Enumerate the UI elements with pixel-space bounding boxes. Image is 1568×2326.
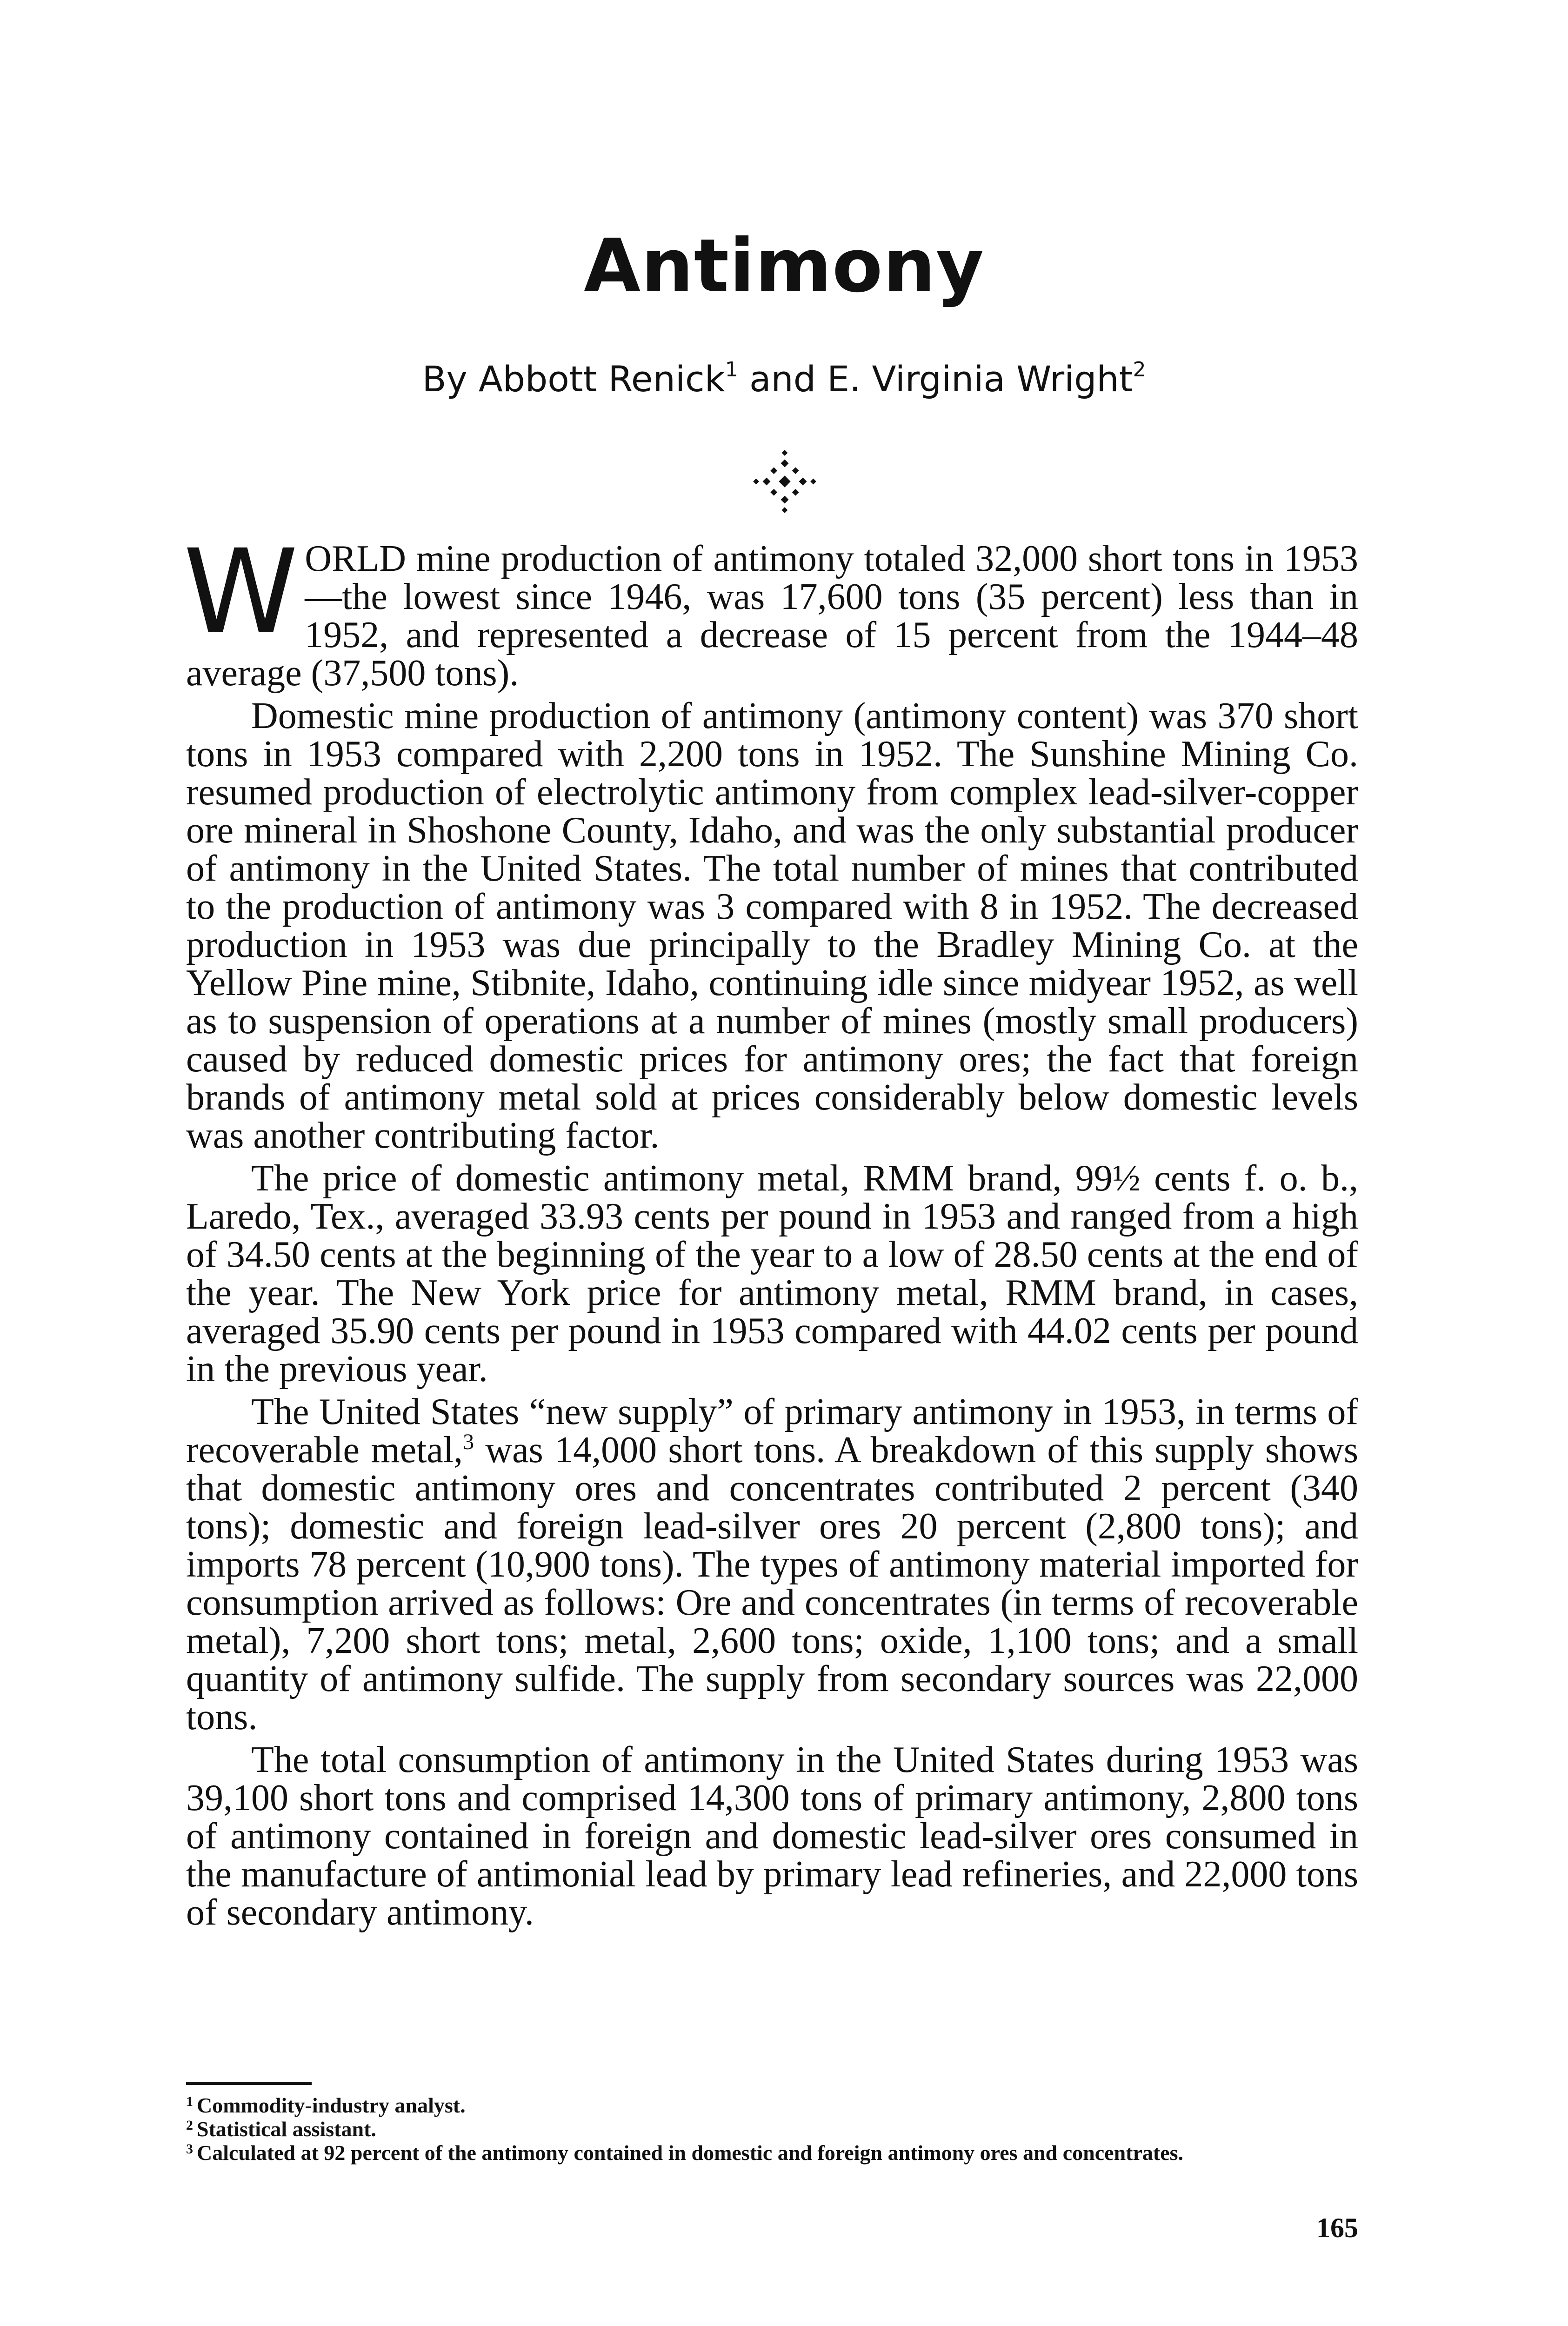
paragraph-text: was 14,000 short tons. A breakdown of this supply shows that domestic antimony ores and concentrates contributed 2 percent (340 tons); domestic and foreign lead-silver ores 20 percent (2,800 tons); and imports 78 percent (10,900 tons). The types of antimony material imported for consumption arrived as follows: Ore and concentrates (in terms of recoverable metal), 7,200 short tons; metal, 2,600 tons; oxide, 1,100 tons; and a small quantity of antimony sulfide. The supply from secondary sources was 22,000 tons. [186, 1430, 1358, 1738]
paragraph-text: The United States “new supply” of primary antimony in 1953, in terms of recoverable metal, [186, 1391, 1358, 1470]
article-body [183, 524, 1358, 1936]
paragraph: The price of domestic antimony metal, RMM brand, 99½ cents f. o. b., Laredo, Tex., averaged 33.93 cents per pound in 1953 and ranged from a high of 34.50 cents at the beginning of the year to a low of 28.50 cents at the end of the year. The New York price for antimony metal, RMM brand, in cases, averaged 35.90 cents per pound in 1953 compared with 44.02 cents per pound in the previous year. [186, 1158, 1358, 1390]
paragraph [183, 524, 1358, 694]
paragraph: The total consumption of antimony in the United States during 1953 was 39,100 short tons and comprised 14,300 tons of primary antimony, 2,800 tons of antimony contained in foreign and domestic lead-silver ores consumed in the manufacture of antimonial lead by primary lead refineries, and 22,000 tons of secondary antimony. [186, 1739, 1358, 1933]
footnote [186, 2141, 1358, 2165]
paragraph [186, 1393, 1358, 1736]
footnote-marker: 1 [186, 2094, 193, 2109]
footnote-text: Commodity-industry analyst. [197, 2093, 466, 2117]
footnote [186, 2093, 1358, 2117]
paragraph-text: ORLD mine production of antimony totaled 32,000 short tons in 1953—the lowest since 1946, was 17,600 tons (35 percent) less than in 1952, and represented a decrease of 15 percent from the 1944–48 average (37,500 tons). [186, 538, 1358, 694]
footnote-text: Calculated at 92 percent of the antimony contained in domestic and foreign antimony ores and concentrates. [197, 2141, 1184, 2165]
author-name: Abbott Renick [478, 358, 725, 400]
page-title: Antimony [583, 223, 985, 309]
byline-conjunction: and [749, 358, 816, 400]
author-name: E. Virginia Wright [827, 358, 1133, 400]
footnotes [186, 2093, 1358, 2165]
byline-prefix: By [422, 358, 467, 400]
flourish-icon [750, 447, 820, 516]
footnote [186, 2117, 1358, 2141]
footnote-ref[interactable]: 2 [1133, 358, 1146, 381]
byline [0, 358, 1568, 400]
paragraph: Domestic mine production of antimony (antimony content) was 370 short tons in 1953 compared with 2,200 tons in 1952. The Sunshine Mining Co. resumed production of electrolytic antimony from complex lead-silver-copper ore mineral in Shoshone County, Idaho, and was the only substantial producer of antimony in the United States. The total number of mines that contributed to the production of antimony was 3 compared with 8 in 1952. The decreased production in 1953 was due principally to the Bradley Mining Co. at the Yellow Pine mine, Stibnite, Idaho, continuing idle since midyear 1952, as well as to suspension of operations at a number of mines (mostly small producers) caused by reduced domestic prices for antimony ores; the fact that foreign brands of antimony metal sold at prices considerably below domestic levels was another contributing factor. [186, 695, 1358, 1156]
drop-cap: W [183, 524, 299, 660]
footnote-text: Statistical assistant. [197, 2117, 376, 2141]
footnote-ref[interactable]: 1 [725, 358, 738, 381]
footnote-marker: 3 [186, 2141, 193, 2157]
footnote-marker: 2 [186, 2118, 193, 2133]
footnote-ref[interactable]: 3 [463, 1430, 474, 1454]
footnote-divider [186, 2082, 312, 2085]
page-number: 165 [1316, 2212, 1358, 2243]
